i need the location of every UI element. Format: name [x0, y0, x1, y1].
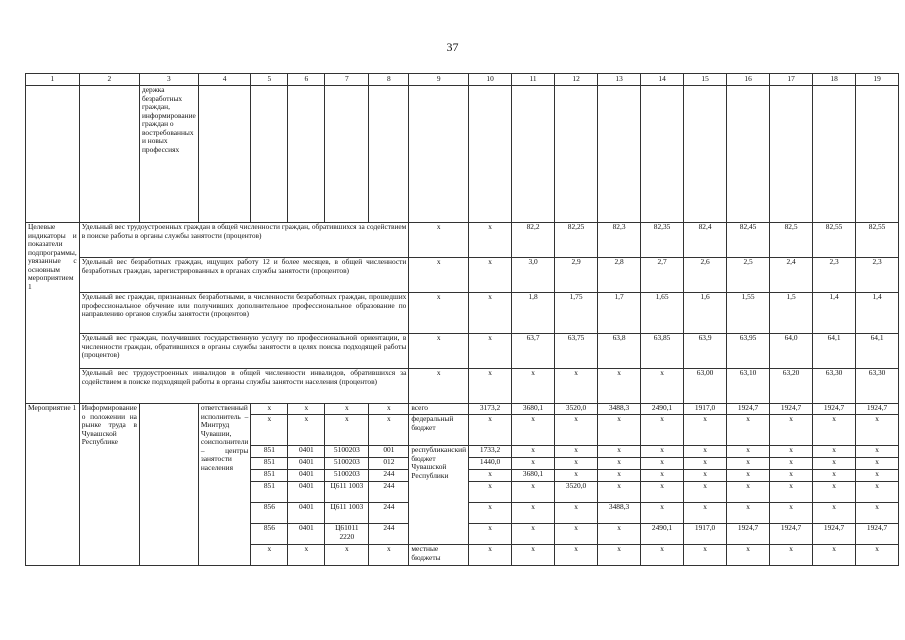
budget-value: x: [469, 545, 512, 566]
budget-value: x: [555, 524, 598, 545]
budget-value: x: [641, 503, 684, 524]
column-header: 11: [512, 74, 555, 86]
funding-source-republic: республиканский бюджет Чувашской Республики: [409, 446, 469, 545]
budget-value: x: [856, 545, 899, 566]
column-header: 3: [139, 74, 198, 86]
budget-code: 851: [251, 446, 288, 458]
indicator-value: 1,7: [598, 293, 641, 334]
responsible: ответственный исполнитель – Минтруд Чувашии, соисполнители – центры занятости населения: [198, 404, 251, 566]
budget-value: 1924,7: [813, 404, 856, 415]
indicator-value: 63,00: [684, 369, 727, 404]
budget-code: 0401: [288, 524, 325, 545]
budget-code: 0401: [288, 446, 325, 458]
budget-code: x: [369, 415, 409, 446]
column-header: 17: [770, 74, 813, 86]
budget-code: 0401: [288, 470, 325, 482]
measure-row: [26, 404, 899, 415]
indicator-value: 1,5: [770, 293, 813, 334]
indicator-value: x: [555, 369, 598, 404]
column-header: 4: [198, 74, 251, 86]
budget-value: 1924,7: [770, 404, 813, 415]
indicator-value: 2,7: [641, 258, 684, 293]
column-header: 7: [325, 74, 369, 86]
budget-code: 012: [369, 458, 409, 470]
indicator-value: 82,2: [512, 223, 555, 258]
budget-value: x: [598, 470, 641, 482]
budget-value: 3488,3: [598, 503, 641, 524]
indicator-value: 82,55: [813, 223, 856, 258]
indicator-value: 1,65: [641, 293, 684, 334]
budget-value: x: [469, 415, 512, 446]
budget-value: x: [813, 415, 856, 446]
indicator-row: [26, 223, 899, 258]
column-header: 18: [813, 74, 856, 86]
indicators-label: Целевые индикаторы и показатели подпрограммы, увязанные с основным мероприятием 1: [26, 223, 80, 404]
indicator-value: 2,6: [684, 258, 727, 293]
indicator-row: [26, 258, 899, 293]
indicator-value: 2,9: [555, 258, 598, 293]
indicator-value: 82,25: [555, 223, 598, 258]
budget-value: x: [512, 458, 555, 470]
budget-code: x: [325, 545, 369, 566]
table-cell: [409, 86, 469, 223]
indicator-value: 63,7: [512, 334, 555, 369]
budget-value: x: [555, 470, 598, 482]
budget-value: x: [856, 470, 899, 482]
budget-code: 244: [369, 524, 409, 545]
budget-value: x: [770, 415, 813, 446]
indicator-text: Удельный вес граждан, получивших государственную услугу по профессиональной ориентации, в численности граждан, обратившихся в органы службы занятости в целях поиска подходящей работы (процентов): [79, 334, 409, 369]
budget-value: x: [684, 446, 727, 458]
column-header: 2: [79, 74, 139, 86]
funding-source: всего: [409, 404, 469, 415]
budget-code: x: [369, 545, 409, 566]
budget-value: x: [469, 482, 512, 503]
budget-code: 856: [251, 524, 288, 545]
indicator-value: 63,30: [856, 369, 899, 404]
table-cell: [469, 86, 512, 223]
budget-value: x: [598, 415, 641, 446]
indicator-text: Удельный вес трудоустроенных инвалидов в общей численности инвалидов, обратившихся за содействием в поиске подходящей работы в органы службы занятости населения (процентов): [79, 369, 409, 404]
budget-code: 5100203: [325, 470, 369, 482]
budget-code: x: [369, 404, 409, 415]
budget-value: 2490,1: [641, 404, 684, 415]
budget-value: x: [856, 458, 899, 470]
budget-value: x: [512, 415, 555, 446]
indicator-row: [26, 369, 899, 404]
header-row: [26, 74, 899, 86]
budget-value: 1917,0: [684, 404, 727, 415]
funding-source: местные бюджеты: [409, 545, 469, 566]
budget-code: x: [288, 404, 325, 415]
budget-value: x: [727, 415, 770, 446]
budget-value: x: [512, 545, 555, 566]
indicator-value: 2,5: [727, 258, 770, 293]
budget-value: x: [684, 470, 727, 482]
indicator-value: 3,0: [512, 258, 555, 293]
budget-value: x: [813, 545, 856, 566]
budget-value: x: [684, 545, 727, 566]
column-header: 8: [369, 74, 409, 86]
budget-value: x: [641, 446, 684, 458]
budget-value: x: [856, 415, 899, 446]
table-cell: [684, 86, 727, 223]
budget-value: x: [770, 458, 813, 470]
budget-value: x: [727, 545, 770, 566]
budget-value: 3520,0: [555, 482, 598, 503]
budget-code: 0401: [288, 503, 325, 524]
budget-value: x: [727, 482, 770, 503]
table-cell: [198, 86, 251, 223]
budget-value: x: [684, 415, 727, 446]
budget-value: x: [555, 545, 598, 566]
indicator-value: x: [409, 369, 469, 404]
table-row: [26, 86, 899, 223]
indicator-value: 64,1: [813, 334, 856, 369]
budget-value: 3680,1: [512, 470, 555, 482]
budget-value: x: [555, 446, 598, 458]
table-cell: [288, 86, 325, 223]
budget-value: x: [512, 446, 555, 458]
budget-value: x: [555, 415, 598, 446]
table-cell: [325, 86, 369, 223]
budget-value: 1924,7: [770, 524, 813, 545]
column-header: 1: [26, 74, 80, 86]
indicator-value: 1,55: [727, 293, 770, 334]
budget-value: x: [813, 503, 856, 524]
budget-code: 244: [369, 503, 409, 524]
budget-value: x: [555, 503, 598, 524]
budget-value: x: [598, 524, 641, 545]
indicator-value: 63,95: [727, 334, 770, 369]
column-header: 12: [555, 74, 598, 86]
indicator-value: x: [641, 369, 684, 404]
budget-code: x: [251, 404, 288, 415]
indicator-text: Удельный вес трудоустроенных граждан в общей численности граждан, обратившихся за содействием в поиске работы в органы службы занятости (процентов): [79, 223, 409, 258]
indicator-value: 64,1: [856, 334, 899, 369]
column-header: 14: [641, 74, 684, 86]
budget-code: 244: [369, 470, 409, 482]
budget-value: x: [598, 446, 641, 458]
indicator-value: 63,10: [727, 369, 770, 404]
budget-code: x: [288, 415, 325, 446]
support-text: держка безработных граждан, информирование граждан о востребованных и новых профессиях: [139, 86, 198, 223]
budget-value: 1924,7: [727, 524, 770, 545]
indicator-value: 63,8: [598, 334, 641, 369]
indicator-value: 64,0: [770, 334, 813, 369]
budget-value: 2490,1: [641, 524, 684, 545]
indicator-value: 2,4: [770, 258, 813, 293]
budget-value: x: [598, 482, 641, 503]
budget-value: x: [813, 458, 856, 470]
budget-value: x: [727, 446, 770, 458]
budget-value: x: [512, 503, 555, 524]
budget-value: x: [684, 482, 727, 503]
budget-value: 3520,0: [555, 404, 598, 415]
budget-code: Ц611 1003: [325, 503, 369, 524]
budget-value: 1917,0: [684, 524, 727, 545]
table-body: [26, 74, 899, 566]
indicator-value: 82,55: [856, 223, 899, 258]
budget-value: 3680,1: [512, 404, 555, 415]
budget-value: x: [469, 503, 512, 524]
indicator-value: 63,30: [813, 369, 856, 404]
budget-value: x: [598, 458, 641, 470]
column-header: 13: [598, 74, 641, 86]
budget-value: x: [684, 458, 727, 470]
budget-value: x: [813, 482, 856, 503]
indicator-value: x: [409, 223, 469, 258]
budget-value: x: [770, 545, 813, 566]
indicator-value: x: [598, 369, 641, 404]
program-table: [25, 73, 899, 566]
budget-code: 856: [251, 503, 288, 524]
budget-value: x: [727, 458, 770, 470]
indicator-value: 1,4: [856, 293, 899, 334]
column-header: 6: [288, 74, 325, 86]
table-cell: [598, 86, 641, 223]
budget-value: 1924,7: [727, 404, 770, 415]
budget-value: x: [512, 524, 555, 545]
indicator-row: [26, 334, 899, 369]
budget-value: x: [770, 446, 813, 458]
table-cell: [139, 404, 198, 566]
budget-code: 851: [251, 458, 288, 470]
budget-code: 5100203: [325, 458, 369, 470]
budget-value: 1924,7: [856, 524, 899, 545]
indicator-value: 63,75: [555, 334, 598, 369]
indicator-value: x: [469, 293, 512, 334]
budget-code: 001: [369, 446, 409, 458]
column-header: 9: [409, 74, 469, 86]
indicator-value: x: [409, 293, 469, 334]
indicator-text: Удельный вес граждан, признанных безработными, в численности безработных граждан, прошедших профессиональное обучение или получивших дополнительное профессиональное образование по направлению органов службы занятости (процентов): [79, 293, 409, 334]
measure-name: Информирование о положении на рынке труда в Чувашской Республике: [79, 404, 139, 566]
indicator-value: 82,45: [727, 223, 770, 258]
table-cell: [641, 86, 684, 223]
indicator-value: 63,9: [684, 334, 727, 369]
table-cell: [813, 86, 856, 223]
indicator-value: 2,3: [856, 258, 899, 293]
budget-value: 3173,2: [469, 404, 512, 415]
budget-code: x: [251, 415, 288, 446]
indicator-row: [26, 293, 899, 334]
budget-value: x: [641, 482, 684, 503]
table-cell: [856, 86, 899, 223]
funding-source: федеральный бюджет: [409, 415, 469, 446]
measure-label: Мероприятие 1: [26, 404, 80, 566]
budget-value: x: [641, 470, 684, 482]
budget-value: x: [469, 524, 512, 545]
budget-code: 851: [251, 470, 288, 482]
table-cell: [512, 86, 555, 223]
indicator-value: 82,5: [770, 223, 813, 258]
indicator-value: 63,85: [641, 334, 684, 369]
indicator-value: x: [469, 258, 512, 293]
indicator-value: 2,3: [813, 258, 856, 293]
budget-value: x: [856, 482, 899, 503]
budget-value: x: [813, 446, 856, 458]
indicator-value: 1,8: [512, 293, 555, 334]
table-cell: [555, 86, 598, 223]
column-header: 10: [469, 74, 512, 86]
budget-code: x: [251, 545, 288, 566]
budget-code: Ц611 1003: [325, 482, 369, 503]
budget-value: 1440,0: [469, 458, 512, 470]
column-header: 5: [251, 74, 288, 86]
indicator-value: x: [409, 334, 469, 369]
budget-code: 244: [369, 482, 409, 503]
indicator-value: 1,6: [684, 293, 727, 334]
budget-code: x: [325, 404, 369, 415]
table-cell: [251, 86, 288, 223]
indicator-value: 82,35: [641, 223, 684, 258]
budget-value: x: [641, 415, 684, 446]
page-number: 37: [446, 40, 459, 54]
indicator-value: x: [409, 258, 469, 293]
budget-value: x: [770, 482, 813, 503]
budget-value: x: [856, 446, 899, 458]
indicator-value: 82,3: [598, 223, 641, 258]
budget-value: 1924,7: [856, 404, 899, 415]
indicator-value: x: [469, 369, 512, 404]
budget-value: 1733,2: [469, 446, 512, 458]
indicator-value: 1,4: [813, 293, 856, 334]
budget-value: 3488,3: [598, 404, 641, 415]
budget-value: x: [512, 482, 555, 503]
indicator-value: x: [469, 334, 512, 369]
indicator-text: Удельный вес безработных граждан, ищущих работу 12 и более месяцев, в общей численности безработных граждан, зарегистрированных в органах службы занятости (процентов): [79, 258, 409, 293]
budget-value: x: [641, 545, 684, 566]
budget-code: 0401: [288, 482, 325, 503]
budget-value: x: [684, 503, 727, 524]
budget-code: x: [288, 545, 325, 566]
budget-value: x: [469, 470, 512, 482]
budget-value: x: [813, 470, 856, 482]
indicator-value: x: [469, 223, 512, 258]
budget-code: 0401: [288, 458, 325, 470]
budget-value: x: [555, 458, 598, 470]
budget-value: x: [856, 503, 899, 524]
indicator-value: 63,20: [770, 369, 813, 404]
budget-value: 1924,7: [813, 524, 856, 545]
budget-value: x: [641, 458, 684, 470]
budget-value: x: [727, 503, 770, 524]
indicator-value: 1,75: [555, 293, 598, 334]
indicator-value: x: [512, 369, 555, 404]
indicator-value: 2,8: [598, 258, 641, 293]
budget-code: 851: [251, 482, 288, 503]
budget-value: x: [598, 545, 641, 566]
budget-code: x: [325, 415, 369, 446]
column-header: 15: [684, 74, 727, 86]
budget-code: Ц61011 2220: [325, 524, 369, 545]
budget-value: x: [770, 503, 813, 524]
table-cell: [770, 86, 813, 223]
budget-value: x: [770, 470, 813, 482]
table-cell: [79, 86, 139, 223]
budget-value: x: [727, 470, 770, 482]
column-header: 16: [727, 74, 770, 86]
column-header: 19: [856, 74, 899, 86]
table-cell: [369, 86, 409, 223]
table-cell: [727, 86, 770, 223]
table-cell: [26, 86, 80, 223]
indicator-value: 82,4: [684, 223, 727, 258]
budget-code: 5100203: [325, 446, 369, 458]
